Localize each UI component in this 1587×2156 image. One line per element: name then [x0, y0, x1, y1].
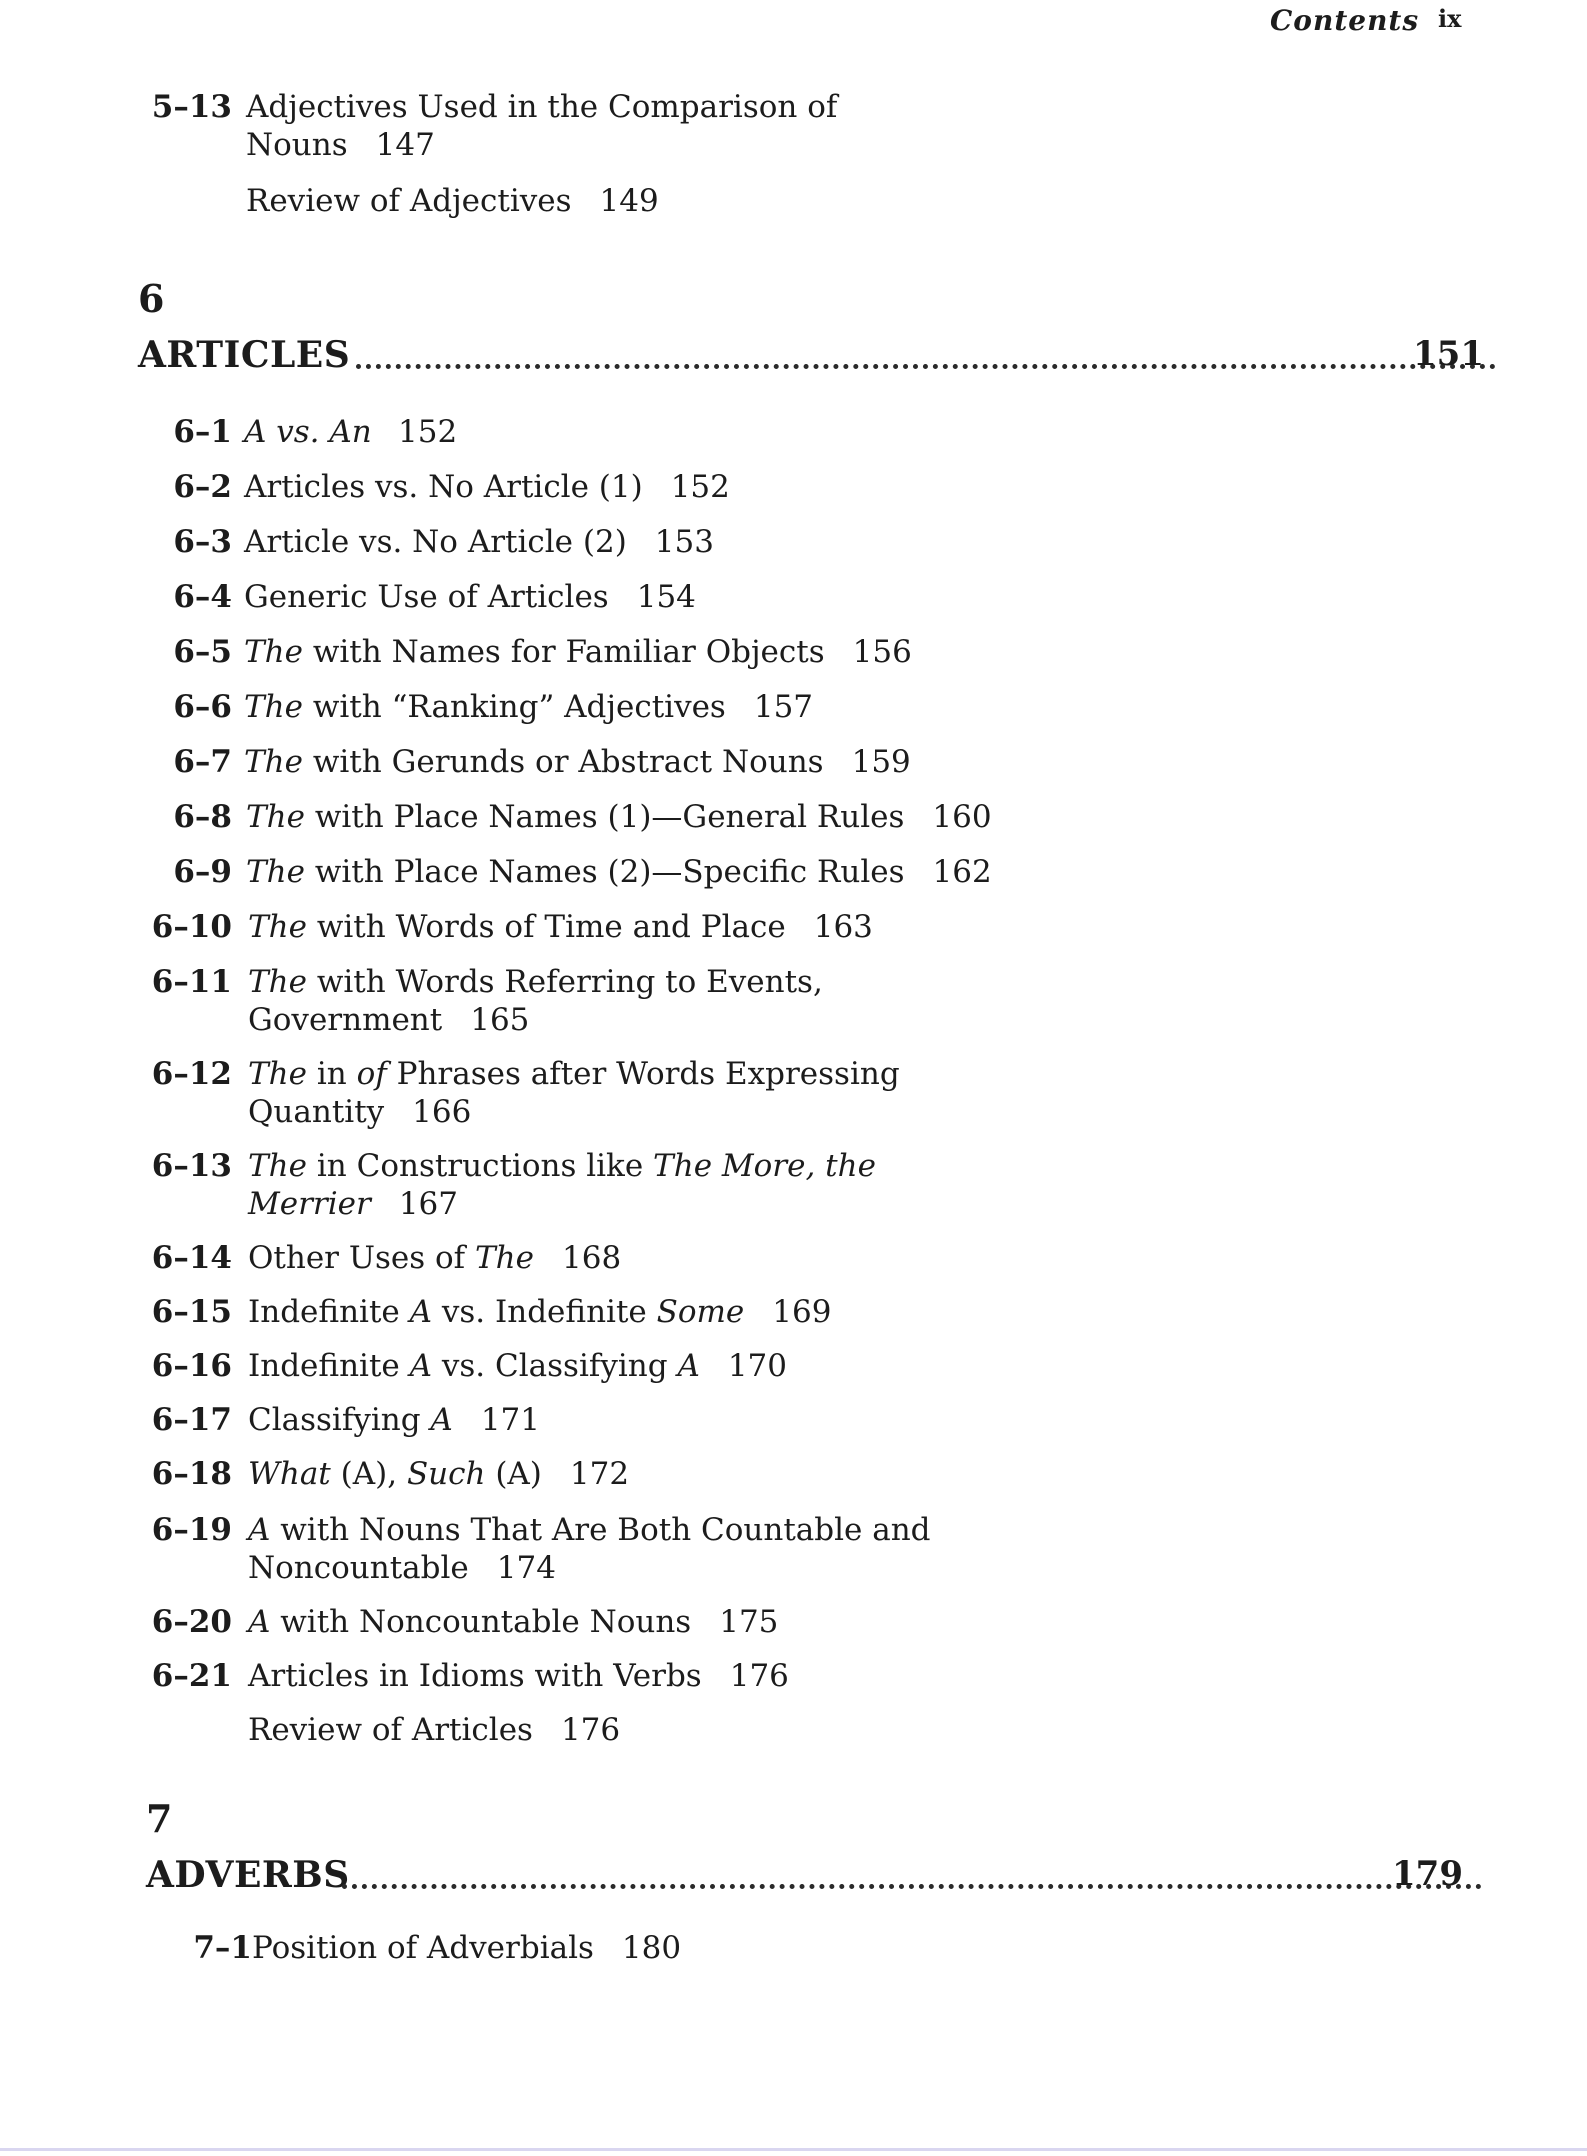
- entry-title-em: What: [248, 1456, 331, 1492]
- entry-title: Article vs. No Article (2): [244, 524, 627, 560]
- running-head-label: Contents: [1270, 4, 1420, 37]
- chapter-number: 7: [146, 1796, 173, 1841]
- entry-page: 154: [636, 579, 696, 615]
- entry-page: 167: [398, 1186, 458, 1222]
- entry-title-em: The: [244, 744, 303, 780]
- entry-title-em: The: [246, 854, 305, 890]
- dot-leader: [342, 1862, 1482, 1889]
- review-label: Review of Articles: [248, 1712, 533, 1748]
- entry-number: 6–6: [173, 689, 232, 725]
- entry-number: 6–7: [173, 744, 232, 780]
- entry-number: 6–15: [151, 1294, 232, 1330]
- entry-page: 157: [753, 689, 814, 725]
- entry-title-a: (A),: [340, 1456, 398, 1492]
- entry-title-em2: The More, the: [653, 1148, 876, 1184]
- entry-title: Articles in Idioms with Verbs: [248, 1658, 702, 1694]
- entry-number: 7–1: [193, 1930, 252, 1966]
- entry-number: 6–1: [173, 414, 232, 450]
- entry-title-em: The: [248, 909, 307, 945]
- chapter-page: 151: [1413, 334, 1484, 374]
- entry-title-em2: Some: [656, 1294, 745, 1330]
- entry-number: 6–4: [173, 579, 232, 615]
- entry-number: 6–16: [151, 1348, 232, 1384]
- entry-title-em3: Merrier: [248, 1186, 371, 1222]
- entry-page: 152: [670, 469, 730, 505]
- entry-title-line1: Adjectives Used in the Comparison of: [246, 89, 838, 125]
- chapter-heading-articles[interactable]: [138, 334, 1484, 382]
- entry-title-line2: Noncountable: [248, 1550, 469, 1586]
- entry-number: 6–20: [151, 1604, 232, 1640]
- entry-title-mid: in: [316, 1056, 347, 1092]
- entry-title-em: The: [244, 634, 303, 670]
- entry-title-b: vs. Classifying: [441, 1348, 668, 1384]
- review-page: 176: [560, 1712, 621, 1748]
- review-page: 149: [599, 183, 659, 219]
- entry-title-em: A: [430, 1402, 453, 1438]
- entry-title-em2: of: [356, 1056, 387, 1092]
- entry-title-em2: Such: [406, 1456, 486, 1492]
- entry-page: 152: [398, 414, 458, 450]
- entry-title: with Gerunds or Abstract Nouns: [312, 744, 824, 780]
- entry-page: 162: [932, 854, 992, 890]
- entry-title-line2: Nouns: [246, 127, 348, 163]
- entry-page: 165: [470, 1002, 530, 1038]
- entry-page: 170: [727, 1348, 787, 1384]
- entry-number: 6–9: [173, 854, 232, 890]
- entry-title-a: Indefinite: [248, 1294, 400, 1330]
- entry-page: 153: [654, 524, 714, 560]
- entry-number: 6–11: [151, 964, 232, 1000]
- entry-page: 174: [496, 1550, 556, 1586]
- entry-number: 6–17: [151, 1402, 232, 1438]
- entry-page: 172: [569, 1456, 630, 1492]
- entry-title: with “Ranking” Adjectives: [312, 689, 726, 725]
- entry-title: A vs. An: [244, 414, 372, 450]
- entry-title-a: Indefinite: [248, 1348, 400, 1384]
- entry-number: 6–10: [151, 909, 232, 945]
- entry-title: with Noncountable Nouns: [280, 1604, 692, 1640]
- entry-title-em: The: [248, 1056, 307, 1092]
- entry-title-em: A: [409, 1294, 433, 1330]
- entry-title-em: The: [246, 799, 305, 835]
- entry-page: 168: [562, 1240, 622, 1276]
- entry-title-em: The: [248, 964, 307, 1000]
- entry-page: 156: [852, 634, 912, 670]
- entry-number: 6–12: [151, 1056, 232, 1092]
- entry-title: Articles vs. No Article (1): [244, 469, 643, 505]
- entry-number: 6–2: [173, 469, 232, 505]
- entry-number: 5–13: [151, 89, 232, 125]
- entry-number: 6–18: [151, 1456, 232, 1492]
- entry-title-em: A: [248, 1604, 271, 1640]
- entry-number: 6–5: [173, 634, 232, 670]
- dot-leader: [356, 342, 1496, 369]
- entry-title-em2: A: [677, 1348, 700, 1384]
- entry-title-line2: Government: [248, 1002, 443, 1038]
- entry-title-line1: with Words Referring to Events,: [316, 964, 823, 1000]
- entry-title: Position of Adverbials: [252, 1930, 594, 1966]
- entry-page: 176: [729, 1658, 789, 1694]
- entry-page: 171: [480, 1402, 540, 1438]
- review-label: Review of Adjectives: [246, 183, 572, 219]
- entry-title: with Place Names (2)—Specific Rules: [314, 854, 905, 890]
- page-folio: ix: [1438, 4, 1462, 33]
- entry-title-em: The: [475, 1240, 534, 1276]
- entry-title-line1: Phrases after Words Expressing: [396, 1056, 900, 1092]
- chapter-number: 6: [138, 276, 165, 321]
- running-head: [1270, 4, 1462, 37]
- entry-page: 175: [719, 1604, 779, 1640]
- entry-title-line1: in Constructions like: [316, 1148, 644, 1184]
- entry-page: 180: [621, 1930, 682, 1966]
- entry-page: 169: [772, 1294, 832, 1330]
- entry-page: 160: [932, 799, 992, 835]
- scan-edge-line: [0, 2148, 1587, 2151]
- chapter-page: 179: [1392, 1854, 1463, 1894]
- entry-page: 159: [851, 744, 911, 780]
- entry-title: with Words of Time and Place: [316, 909, 786, 945]
- entry-title: with Names for Familiar Objects: [312, 634, 825, 670]
- entry-title-em: The: [244, 689, 303, 725]
- entry-page: 166: [412, 1094, 472, 1130]
- entry-number: 6–13: [151, 1148, 232, 1184]
- entry-title-line1: with Nouns That Are Both Countable and: [280, 1512, 931, 1548]
- entry-number: 6–8: [173, 799, 232, 835]
- entry-page: 147: [375, 127, 435, 163]
- entry-title: with Place Names (1)—General Rules: [314, 799, 905, 835]
- entry-number: 6–14: [151, 1240, 232, 1276]
- entry-number: 6–21: [151, 1658, 232, 1694]
- entry-page: 163: [813, 909, 873, 945]
- entry-title-b: vs. Indefinite: [441, 1294, 647, 1330]
- chapter-title: ADVERBS: [146, 1854, 350, 1896]
- entry-title-em: The: [248, 1148, 307, 1184]
- entry-title-em: A: [409, 1348, 433, 1384]
- review-articles[interactable]: [248, 1711, 620, 1749]
- entry-number: 6–3: [173, 524, 232, 560]
- entry-title: Generic Use of Articles: [244, 579, 609, 615]
- entry-title-line2: Quantity: [248, 1094, 385, 1130]
- entry-title-em: A: [248, 1512, 271, 1548]
- chapter-heading-adverbs[interactable]: [146, 1854, 1463, 1902]
- entry-title: Classifying: [248, 1402, 421, 1438]
- chapter-title: ARTICLES: [138, 334, 351, 376]
- entry-title: Other Uses of: [248, 1240, 466, 1276]
- review-adjectives[interactable]: [246, 182, 659, 220]
- entry-number: 6–19: [151, 1512, 232, 1548]
- entry-title-b: (A): [495, 1456, 542, 1492]
